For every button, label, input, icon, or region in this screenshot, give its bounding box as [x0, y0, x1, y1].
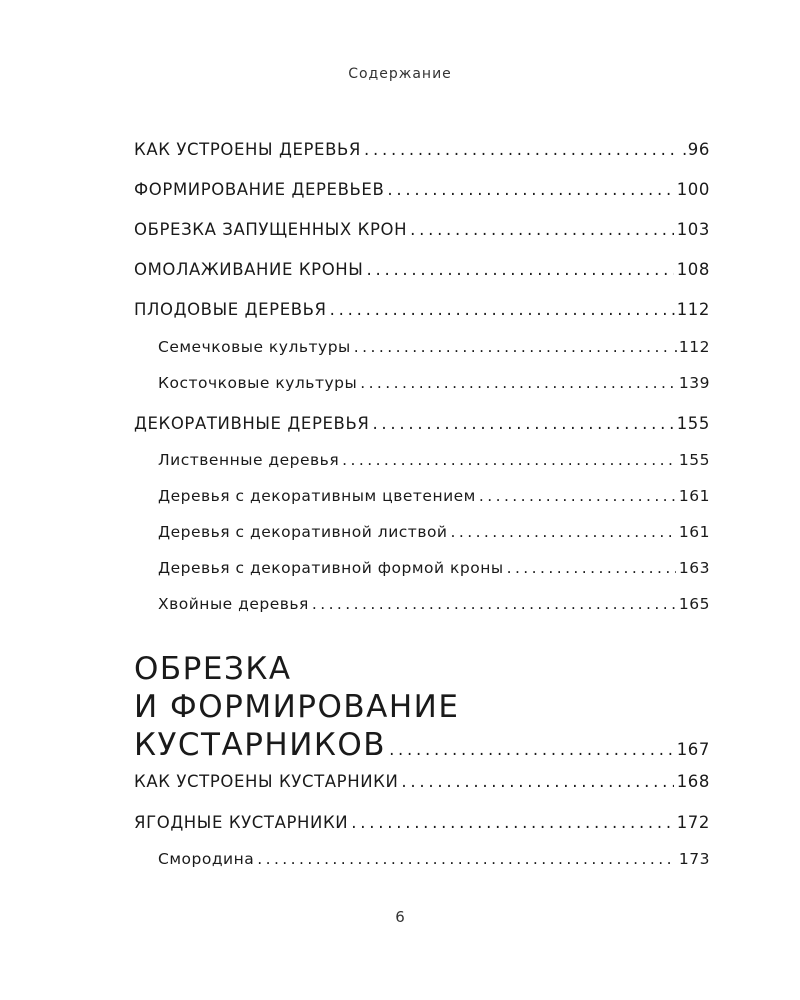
- toc-entry-title: Деревья с декоративной листвой: [158, 523, 448, 541]
- toc-entry[interactable]: [134, 260, 710, 279]
- toc-entry[interactable]: [134, 772, 710, 791]
- toc-entry-title: ПЛОДОВЫЕ ДЕРЕВЬЯ: [134, 300, 327, 319]
- toc-entry-title: ОМОЛАЖИВАНИЕ КРОНЫ: [134, 260, 364, 279]
- dot-leader: [507, 559, 676, 577]
- toc-entry-page: 165: [678, 595, 710, 613]
- toc-entry[interactable]: [134, 813, 710, 832]
- toc-entry-page: 163: [678, 559, 710, 577]
- toc-entry-page: .112: [673, 338, 710, 356]
- toc-entry-title: КАК УСТРОЕНЫ КУСТАРНИКИ: [134, 772, 399, 791]
- toc-entry-title: Хвойные деревья: [158, 595, 309, 613]
- dot-leader: [372, 414, 673, 433]
- dot-leader: [410, 220, 674, 239]
- dot-leader: [354, 338, 671, 356]
- toc-entry[interactable]: [134, 220, 710, 239]
- dot-leader: [351, 813, 673, 832]
- toc-entry-page: 139: [678, 374, 710, 392]
- dot-leader: [360, 374, 676, 392]
- chapter-title-line: И ФОРМИРОВАНИЕ: [134, 689, 460, 725]
- toc-subentry[interactable]: [134, 850, 710, 868]
- toc-entry-page: 155: [678, 451, 710, 469]
- toc-entry-title: Лиственные деревья: [158, 451, 340, 469]
- toc-subentry[interactable]: [134, 523, 710, 541]
- toc-subentry[interactable]: [134, 487, 710, 505]
- toc-entry-page: 155: [676, 414, 710, 433]
- toc-entry-title: КАК УСТРОЕНЫ ДЕРЕВЬЯ: [134, 140, 361, 159]
- chapter-title-last-line: [134, 726, 710, 769]
- dot-leader: [364, 140, 677, 159]
- chapter-title-line: ОБРЕЗКА: [134, 651, 292, 687]
- toc-subentry[interactable]: [134, 451, 710, 469]
- toc-entry-page: .112: [670, 300, 710, 319]
- running-head: Содержание: [348, 66, 452, 82]
- dot-leader: [451, 523, 676, 541]
- toc-subentry[interactable]: [134, 374, 710, 392]
- toc-entry-page: 172: [676, 813, 710, 832]
- dot-leader: [342, 451, 676, 469]
- toc-entry-page: 161: [678, 523, 710, 541]
- dot-leader: [401, 772, 673, 791]
- toc-subentry[interactable]: [134, 595, 710, 613]
- toc-entry-page: 161: [678, 487, 710, 505]
- toc-entry-title: Семечковые культуры: [158, 338, 351, 356]
- toc-entry-page: 168: [676, 772, 710, 791]
- toc-entry-page: .96: [681, 140, 710, 159]
- toc-entry-title: ЯГОДНЫЕ КУСТАРНИКИ: [134, 813, 349, 832]
- toc-entry[interactable]: [134, 140, 710, 159]
- toc-entry-title: Деревья с декоративной формой кроны: [158, 559, 504, 577]
- dot-leader: [389, 731, 674, 769]
- toc-entry-page: 108: [676, 260, 710, 279]
- toc-subentry[interactable]: [134, 338, 710, 356]
- dot-leader: [330, 300, 668, 319]
- toc-entry[interactable]: [134, 180, 710, 199]
- toc-entry-title: Косточковые культуры: [158, 374, 358, 392]
- toc-subentry[interactable]: [134, 559, 710, 577]
- dot-leader: [312, 595, 676, 613]
- toc-entry-page: 100: [676, 180, 710, 199]
- chapter-title-line: КУСТАРНИКОВ: [134, 727, 387, 763]
- page-number: 6: [395, 908, 405, 926]
- dot-leader: [366, 260, 673, 279]
- dot-leader: [479, 487, 676, 505]
- chapter-heading[interactable]: [134, 650, 710, 769]
- toc-entry-title: Смородина: [158, 850, 255, 868]
- toc-entry-title: ОБРЕЗКА ЗАПУЩЕННЫХ КРОН: [134, 220, 408, 239]
- chapter-page: 167: [676, 740, 710, 759]
- dot-leader: [257, 850, 676, 868]
- toc-entry-title: ФОРМИРОВАНИЕ ДЕРЕВЬЕВ: [134, 180, 385, 199]
- toc-entry-page: 173: [678, 850, 710, 868]
- toc-entry[interactable]: [134, 414, 710, 433]
- toc-entry-title: Деревья с декоративным цветением: [158, 487, 476, 505]
- toc-entry[interactable]: [134, 300, 710, 319]
- toc-entry-title: ДЕКОРАТИВНЫЕ ДЕРЕВЬЯ: [134, 414, 370, 433]
- dot-leader: [387, 180, 673, 199]
- toc-entry-page: 103: [676, 220, 710, 239]
